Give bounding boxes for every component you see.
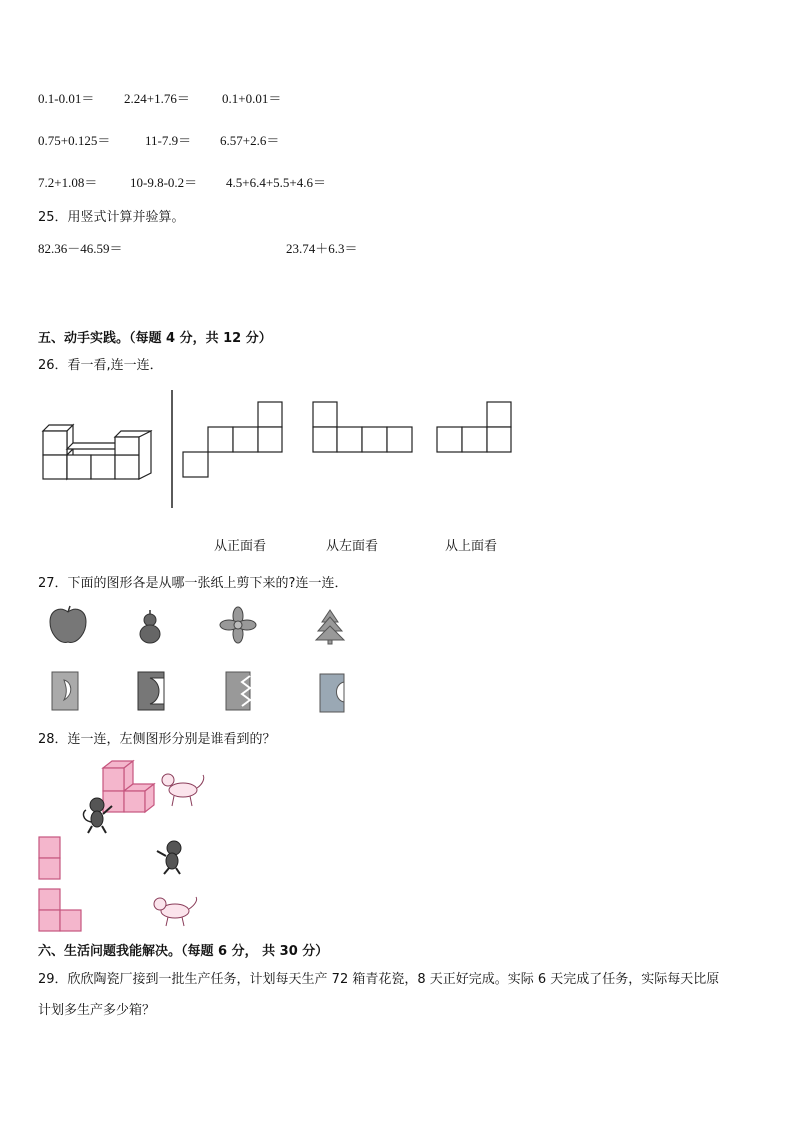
question-29-line1: 29．欣欣陶瓷厂接到一批生产任务，计划每天生产 72 箱青花瓷，8 天正好完成。实际 6 天完成了任务，实际每天比原 — [38, 972, 720, 987]
section-5-heading: 五、动手实践。（每题 4 分，共 12 分） — [38, 331, 272, 346]
arith-expr: 7.2+1.08＝ — [38, 175, 98, 190]
view-label-top: 从上面看 — [445, 539, 498, 554]
question-28-title: 28．连一连，左侧图形分别是谁看到的？ — [38, 732, 276, 747]
arith-expr: 0.75+0.125＝ — [38, 133, 111, 148]
question-26-title: 26．看一看,连一连． — [38, 358, 163, 373]
q25-item: 23.74＋6.3＝ — [286, 241, 358, 256]
arith-expr: 6.57+2.6＝ — [220, 133, 280, 148]
arith-expr: 2.24+1.76＝ — [124, 91, 190, 106]
arith-expr: 0.1-0.01＝ — [38, 91, 95, 106]
question-25-title: 25．用竖式计算并验算。 — [38, 210, 185, 225]
arith-expr: 0.1+0.01＝ — [222, 91, 282, 106]
view-label-front: 从正面看 — [214, 539, 267, 554]
question-27-title: 27．下面的图形各是从哪一张纸上剪下来的?连一连． — [38, 576, 348, 591]
section-6-heading: 六、生活问题我能解决。（每题 6 分， 共 30 分） — [38, 944, 329, 959]
q25-item: 82.36－46.59＝ — [38, 241, 123, 256]
question-29-line2: 计划多生产多少箱？ — [38, 1003, 156, 1018]
arith-expr: 4.5+6.4+5.5+4.6＝ — [226, 175, 326, 190]
view-label-left: 从左面看 — [326, 539, 379, 554]
arith-expr: 11-7.9＝ — [145, 133, 192, 148]
arith-expr: 10-9.8-0.2＝ — [130, 175, 198, 190]
